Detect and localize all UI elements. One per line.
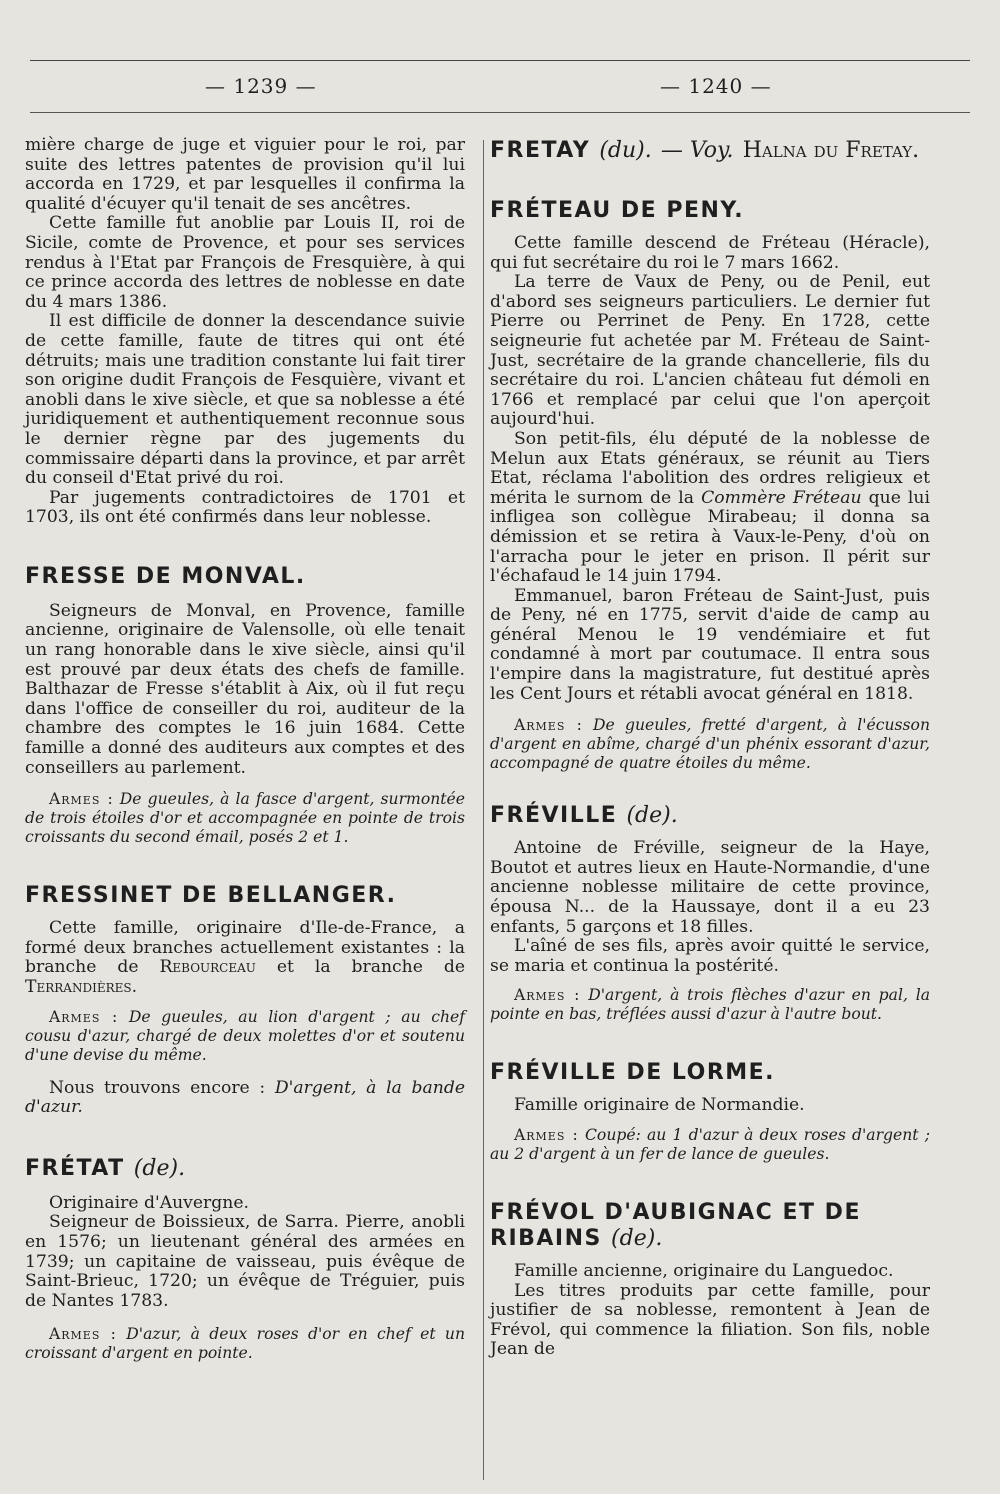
arms-text: Coupé: au 1 d'azur à deux roses d'argent ; au 2 d'argent à un fer de lance de gueules.: [490, 1126, 930, 1163]
arms-text: D'argent, à trois flèches d'azur en pal, la pointe en bas, tréflées aussi d'azur à l'autre bout.: [490, 986, 930, 1024]
paragraph: Seigneurs de Monval, en Provence, famille ancienne, originaire de Valensolle, où elle tenait un rang honorable dans le xive siècle, ainsi qu'il est prouvé par deux états des chefs de famille. Balthazar de Fresse s'établit à Aix, où il fut reçu dans l'office de conseiller du roi, auditeur de la chambre des comptes le 16 juin 1684. Cette famille a donné des auditeurs aux comptes et des conseillers au parlement.: [25, 600, 465, 778]
page-number-right: — 1240 —: [660, 74, 772, 98]
paragraph: Il est difficile de donner la descendance suivie de cette famille, faute de titres qui ont été détruits; mais une tradition constante lui fait tirer son origine dudit François de Fesquière, vivant et anobli dans le xive siècle, et que sa noblesse a été juridiquement et authentiquement reconnue sous le dernier règne par des jugements du commissaire départi dans la province, et par arrêt du conseil d'Etat privé du roi.: [25, 311, 465, 489]
branch-name: Rebourceau: [159, 957, 256, 978]
arms-label: Armes :: [514, 716, 583, 735]
right-column: [490, 136, 930, 1360]
entry-title-lorme: FRÉVILLE DE LORME.: [490, 1060, 776, 1086]
arms-label: Armes :: [514, 1126, 579, 1144]
arms-freville: [490, 986, 930, 1024]
entry-title-fretay: FRETAY (du). — Voy. Halna du Fretay.: [490, 138, 920, 163]
paragraph: Seigneur de Boissieux, de Sarra. Pierre, anobli en 1576; un lieutenant général des armées en 1739; un capitaine de vaisseau, puis évêque de Saint-Brieuc, 1720; un évêque de Tréguier, puis de Nantes 1783.: [25, 1212, 465, 1311]
left-column: [25, 136, 465, 1363]
paragraph: Antoine de Fréville, seigneur de la Haye, Boutot et autres lieux en Haute-Normandie, d'une ancienne noblesse militaire de cette province, épousa N... de la Haussaye, dont il a eu 23 enfants, 5 garçons et 18 filles.: [490, 838, 930, 937]
paragraph: mière charge de juge et viguier pour le roi, par suite des lettres patentes de provision qu'il lui accorda en 1729, et par lesquelles il confirma la qualité d'écuyer qu'il tenait de ses ancêtres.: [25, 135, 465, 214]
entry-title-fretat: FRÉTAT (de).: [25, 1155, 186, 1181]
paragraph: Les titres produits par cette famille, pour justifier de sa noblesse, remontent à Jean de Frévol, qui commence la filiation. Son fils, noble Jean de: [490, 1280, 930, 1360]
arms-label: Armes :: [49, 1325, 117, 1344]
paragraph: La terre de Vaux de Peny, ou de Penil, eut d'abord ses seigneurs particuliers. Le dernier fut Pierre ou Perrinet de Peny. En 1728, cette seigneurie fut achetée par M. Fréteau de Saint-Just, secrétaire de la grande chancellerie, fils du secrétaire du roi. L'ancien château fut démoli en 1766 et remplacé par celui que l'on aperçoit aujourd'hui.: [490, 272, 930, 430]
entry-title-fresse: FRESSE DE MONVAL.: [25, 563, 306, 589]
entry-title-freville: FRÉVILLE (de).: [490, 803, 678, 829]
arms-lorme: [490, 1126, 930, 1164]
header-rule: [30, 112, 970, 113]
arms-fressinet: [25, 1008, 465, 1065]
paragraph: Cette famille, originaire d'Ile-de-France, a formé deux branches actuellement existantes : la branche de Rebourceau et la branche de Terrandières.: [25, 918, 466, 997]
paragraph: Originaire d'Auvergne.: [49, 1192, 249, 1213]
entry-title-frevol: FRÉVOL D'AUBIGNAC ET DE RIBAINS (de).: [490, 1200, 861, 1251]
arms-label: Armes :: [49, 1007, 119, 1026]
arms-text: De gueules, au lion d'argent ; au chef cousu d'azur, chargé de deux molettes d'or et soutenu d'une devise du même.: [25, 1007, 465, 1064]
branch-name: Terrandières: [25, 977, 132, 997]
column-divider: [483, 140, 484, 1480]
paragraph: L'aîné de ses fils, après avoir quitté le service, se maria et continua la postérité.: [490, 936, 930, 976]
paragraph: Famille ancienne, originaire du Languedoc.: [514, 1261, 894, 1281]
top-rule: [30, 60, 970, 61]
arms-label: Armes :: [514, 986, 581, 1005]
paragraph: Nous trouvons encore : D'argent, à la bande d'azur.: [25, 1077, 465, 1118]
arms-freteau: [490, 716, 930, 773]
arms-text: De gueules, à la fasce d'argent, surmontée de trois étoiles d'or et accompagnée en pointe de trois croissants du second émail, posés 2 et 1.: [25, 790, 465, 847]
arms-label: Armes :: [49, 790, 114, 809]
arms-text: D'azur, à deux roses d'or en chef et un croissant d'argent en pointe.: [25, 1325, 466, 1363]
arms-fresse: [25, 790, 465, 847]
entry-title-freteau: FRÉTEAU DE PENY.: [490, 198, 745, 223]
paragraph: Cette famille descend de Fréteau (Héracle), qui fut secrétaire du roi le 7 mars 1662.: [490, 233, 930, 273]
entry-title-fressinet: FRESSINET DE BELLANGER.: [25, 883, 397, 909]
arms-text: De gueules, fretté d'argent, à l'écusson d'argent en abîme, chargé d'un phénix essorant d'azur, accompagné de quatre étoiles du même.: [490, 716, 930, 773]
paragraph: Par jugements contradictoires de 1701 et 1703, ils ont été confirmés dans leur noblesse.: [25, 487, 465, 528]
paragraph: Emmanuel, baron Fréteau de Saint-Just, puis de Peny, né en 1775, servit d'aide de camp au général Menou le 19 vendémiaire et fut condamné à mort par coutumace. Il entra sous l'empire dans la magistrature, fut destitué après les Cent Jours et rétabli avocat général en 1818.: [490, 585, 930, 704]
page-number-left: — 1239 —: [205, 74, 317, 98]
arms-fretat: [25, 1325, 465, 1363]
paragraph: Son petit-fils, élu député de la noblesse de Melun aux Etats généraux, se réunit au Tiers Etat, réclama l'abolition des ordres religieux et mérita le surnom de la Commère Fréteau que lui infligea son collègue Mirabeau; il donna sa démission et se retira à Vaux-le-Peny, d'où on l'arracha pour le jeter en prison. Il périt sur l'échafaud le 14 juin 1794.: [490, 428, 931, 587]
paragraph: Cette famille fut anoblie par Louis II, roi de Sicile, comte de Provence, et pour ses services rendus à l'Etat par François de Fresquière, à qui ce prince accorda des lettres de noblesse en date du 4 mars 1386.: [25, 213, 465, 312]
paragraph: Famille originaire de Normandie.: [514, 1095, 805, 1116]
